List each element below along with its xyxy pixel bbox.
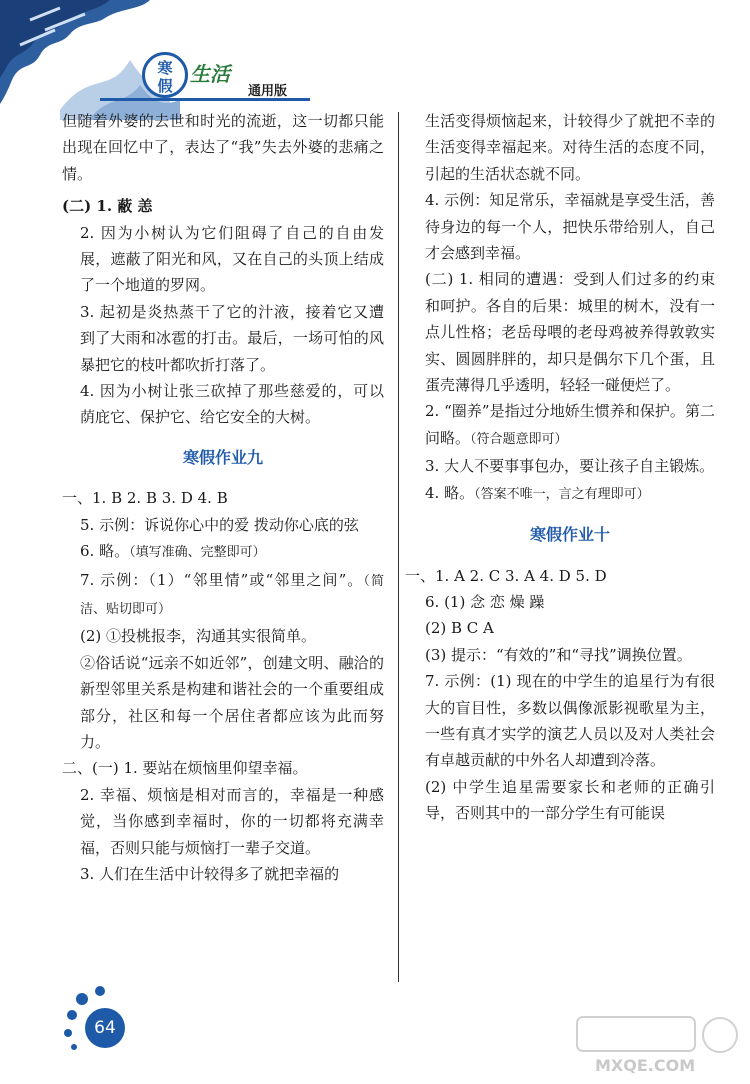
answer-text: (2) ①投桃报李，沟通其实很简单。	[80, 627, 317, 646]
left-column	[62, 108, 384, 887]
answer-text: 二、(一) 1. 要站在烦恼里仰望幸福。	[62, 759, 308, 778]
page-number: 64	[85, 1008, 125, 1048]
answer-text: (2) 中学生追星需要家长和老师的正确引导，否则其中的一部分学生有可能误	[425, 777, 715, 823]
answer-text: 2. 因为小树认为它们阻碍了自己的自由发展，遮蔽了阳光和风，又在自己的头顶上结成了一个地道的罗网。	[80, 223, 384, 295]
column-divider	[398, 112, 399, 982]
edition-label: 通用版	[248, 84, 288, 99]
answer-text: 3. 起初是炎热蒸干了它的汁液，接着它又遭到了大雨和冰雹的打击。最后，一场可怕的风暴把它的枝叶都吹折打落了。	[80, 302, 384, 374]
brand-logo-text: 生活	[190, 62, 230, 86]
answer-text: 生活变得烦恼起来，计较得少了就把不幸的生活变得幸福起来。对待生活的态度不同，引起的生活状态就不同。	[425, 112, 715, 183]
answer-text: (2) B C A	[425, 619, 494, 638]
answer-text: 2. 幸福、烦恼是相对而言的，幸福是一种感觉，当你感到幸福时，你的一切都将充满幸福，否则只能与烦恼打一辈子交道。	[80, 785, 384, 857]
answer-text: (3) 提示：“有效的”和“寻找”调换位置。	[425, 645, 692, 664]
answer-text: 7. 示例：（1）“邻里情”或“邻里之间”。（简洁、贴切即可）	[80, 570, 384, 617]
answer-text: 一、1. A 2. C 3. A 4. D 5. D	[405, 566, 607, 585]
answer-text: 3. 人们在生活中计较得多了就把幸福的	[80, 864, 340, 883]
answer-text: 4. 因为小树让张三砍掉了那些慈爱的，可以荫庇它、保护它、给它安全的大树。	[80, 382, 384, 427]
answer-text: 5. 示例：诉说你心中的爱 拨动你心底的弦	[80, 515, 359, 534]
brand-logo-seal: 寒 假	[142, 52, 188, 98]
answer-text: 一、1. B 2. B 3. D 4. B	[62, 489, 228, 508]
answer-text: 6. 略。（填写准确、完整即可）	[80, 542, 266, 561]
answer-text: 6. (1) 念 恋 燥 躁	[425, 592, 545, 611]
answer-text: 4. 略。（答案不唯一，言之有理即可）	[425, 483, 650, 502]
answer-text: 7. 示例：(1) 现在的中学生的追星行为有很大的盲目性，多数以偶像派影视歌星为主，一些有真才实学的演艺人员以及对人类社会有卓越贡献的中外名人却遭到冷落。	[425, 672, 715, 770]
answer-text: 4. 示例：知足常乐，幸福就是享受生活，善待身边的每一个人，把快乐带给别人，自己才会感到幸福。	[425, 191, 715, 263]
answer-text: 但随着外婆的去世和时光的流逝，这一切都只能出现在回忆中了，表达了“我”失去外婆的悲痛之情。	[62, 112, 384, 183]
section-title-9: 寒假作业九	[182, 447, 263, 467]
watermark-logo	[575, 1015, 745, 1075]
answer-text: (二) 1. 蔽 恙	[62, 197, 153, 216]
answer-text: 3. 大人不要事事包办，要让孩子自主锻炼。	[425, 457, 715, 476]
section-title-10: 寒假作业十	[529, 525, 610, 545]
answer-text: (二) 1. 相同的遭遇：受到人们过多的约束和呵护。各自的后果：城里的树木，没有一点儿性格；老岳母喂的老母鸡被养得敦敦实实、圆圆胖胖的，却只是偶尔下几个蛋，且蛋壳薄得几乎透明，轻轻一碰便烂了。	[425, 270, 715, 395]
right-column	[405, 108, 715, 827]
answer-text: 2. “圈养”是指过分地娇生惯养和保护。第二问略。（符合题意即可）	[425, 402, 715, 447]
answer-text: ②俗话说“远亲不如近邻”，创建文明、融洽的新型邻里关系是构建和谐社会的一个重要组成部分，社区和每一个居住者都应该为此而努力。	[80, 653, 384, 751]
svg-text:MXQE.COM: MXQE.COM	[595, 1056, 696, 1075]
